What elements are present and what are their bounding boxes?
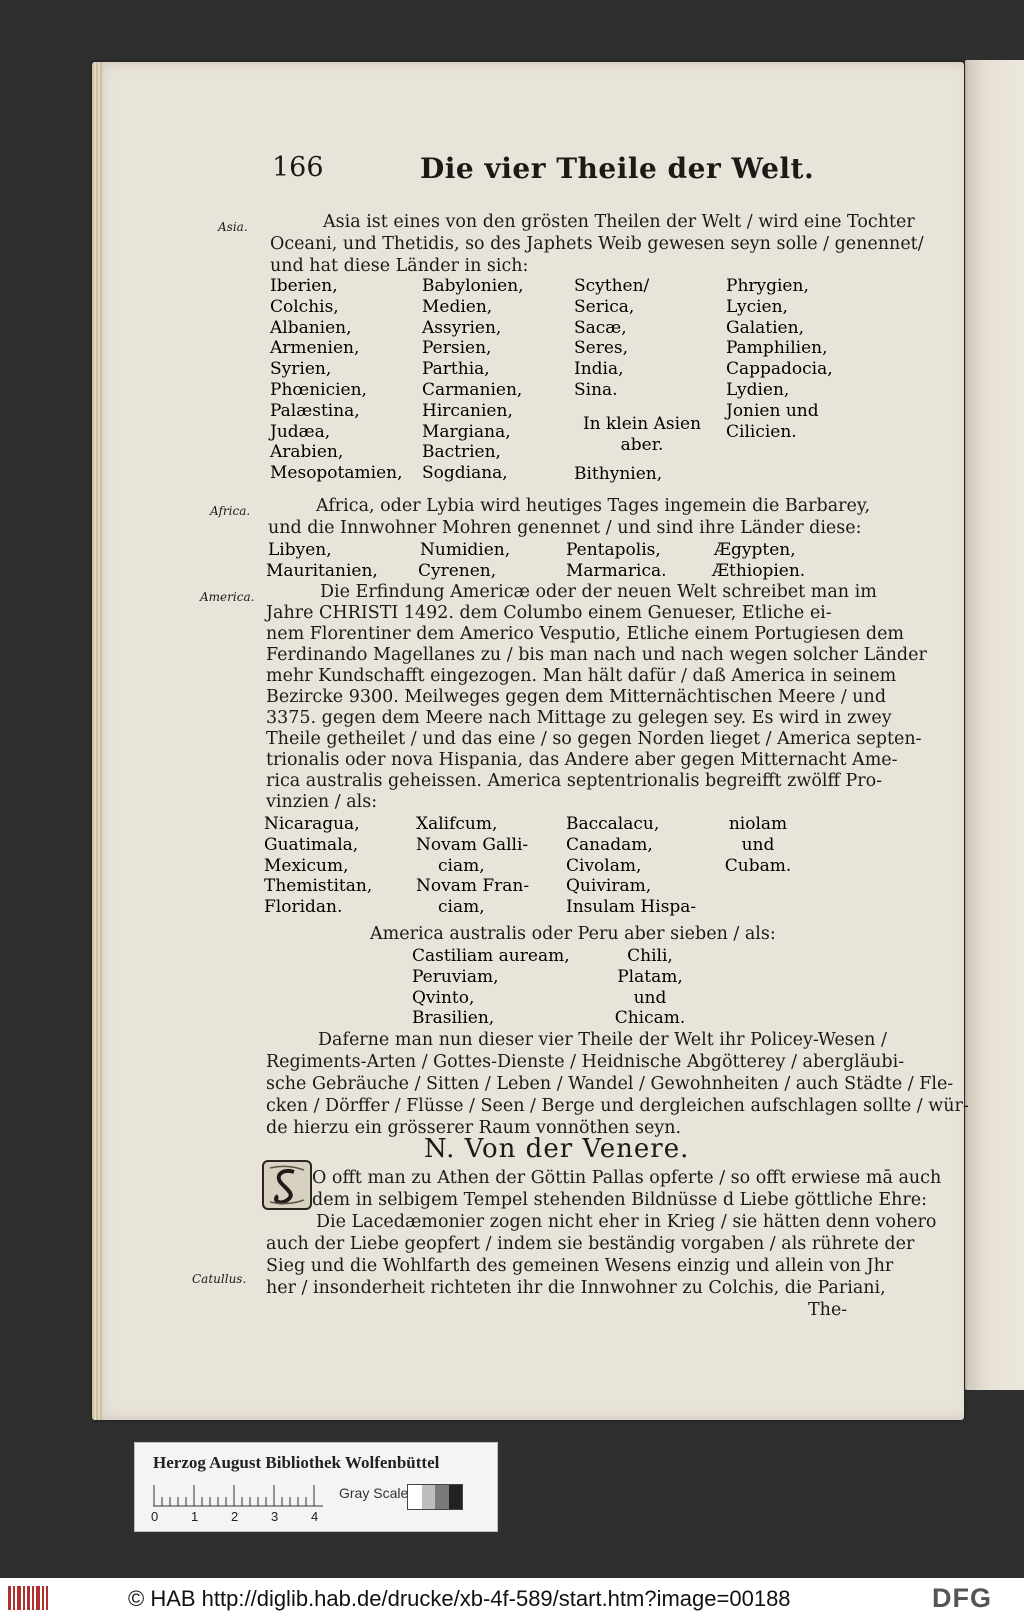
country-name: India, [574, 359, 624, 380]
country-name: Seres, [574, 338, 629, 359]
country-name: Palæstina, [270, 400, 360, 421]
barcode-logo-icon [8, 1584, 48, 1612]
america-intro-line: Bezircke 9300. Meilweges gegen dem Mitternächtischen Meere / und [266, 687, 887, 707]
country-name: Syrien, [270, 359, 332, 380]
america-intro-line: mehr Kundschafft eingezogen. Man hält dafür / daß America in seinem [266, 666, 897, 686]
province-name: Peruviam, [412, 966, 499, 987]
country-name: Cappadocia, [726, 359, 833, 380]
country-name: Parthia, [422, 359, 490, 380]
country-name: Pamphilien, [726, 338, 828, 359]
venus-line: Sieg und die Wohlfarth des gemeinen Wesens einzig und allein von Jhr [266, 1256, 894, 1276]
province-name: Novam Galli- [416, 834, 529, 855]
closing-line: cken / Dörffer / Flüsse / Seen / Berge und dergleichen aufschlagen sollte / wür- [266, 1096, 969, 1116]
country-name: Phrygien, [726, 276, 809, 296]
gray-swatch [408, 1485, 422, 1509]
venus-line: dem in selbigem Tempel stehenden Bildnüsse d Liebe göttliche Ehre: [312, 1190, 928, 1210]
province-name: Canadam, [566, 834, 653, 855]
asia-intro-line: Oceani, und Thetidis, so des Japhets Weib gewesen seyn solle / genennet/ [270, 234, 924, 254]
closing-line: sche Gebräuche / Sitten / Leben / Wandel / Gewohnheiten / auch Städte / Fle- [266, 1074, 954, 1094]
closing-line: Daferne man nun dieser vier Theile der Welt ihr Policey-Wesen / [318, 1030, 887, 1050]
ruler-scale-icon [153, 1485, 323, 1507]
province-name: Themistitan, [264, 876, 373, 897]
viewer-footer-bar [0, 1578, 1024, 1618]
country-name: Marmarica. [566, 561, 667, 581]
province-name: Mexicum, [264, 855, 349, 876]
closing-line: Regiments-Arten / Gottes-Dienste / Heidnische Abgötterey / abergläubi- [266, 1052, 905, 1072]
country-name: Mesopotamien, [270, 463, 403, 484]
asia-country-column-1 [270, 276, 402, 484]
america-aust-column-1 [412, 946, 570, 1029]
province-name: Novam Fran- [416, 876, 530, 897]
country-name: Mauritanien, [266, 561, 378, 581]
running-title: Die vier Theile der Welt. [420, 152, 815, 185]
america-intro-line: 3375. gegen dem Meere nach Mittage zu gelegen sey. Es wird in zwey [266, 708, 892, 728]
country-name: Judæa, [270, 421, 331, 442]
america-australis-intro: America australis oder Peru aber sieben / als: [370, 924, 776, 944]
source-url[interactable]: © HAB http://diglib.hab.de/drucke/xb-4f-589/start.htm?image=00188 [128, 1586, 791, 1611]
asia-intro-line: Asia ist eines von den grösten Theilen der Welt / wird eine Tochter [323, 212, 915, 232]
country-name: Iberien, [270, 276, 338, 296]
country-name: Carmanien, [422, 379, 523, 400]
note-line: In klein Asien [582, 414, 702, 434]
country-name: Cilicien. [726, 421, 797, 442]
province-name: Platam, [617, 966, 683, 987]
margin-note-catullus: Catullus. [192, 1272, 247, 1286]
america-sept-column-1 [264, 814, 372, 918]
country-name: Serica, [574, 296, 635, 317]
library-scale-card [134, 1442, 498, 1532]
province-name: Qvinto, [412, 987, 475, 1008]
country-name: Numidien, [420, 540, 511, 560]
page-number: 166 [272, 152, 324, 183]
country-name: Libyen, [268, 540, 332, 560]
country-name: Colchis, [270, 296, 339, 317]
next-page-edge [965, 60, 1024, 1390]
country-name: Bithynien, [574, 464, 663, 484]
province-name: Baccalacu, [566, 814, 660, 834]
decorated-initial [262, 1160, 312, 1210]
africa-intro-line: und die Innwohner Mohren genennet / und sind ihre Länder diese: [268, 518, 862, 538]
asia-country-column-3 [574, 276, 649, 401]
section-heading: N. Von der Venere. [424, 1134, 690, 1164]
country-name: Sina. [574, 379, 618, 400]
asia-minor-note [578, 414, 706, 456]
gray-scale-label: Gray Scale [339, 1485, 409, 1501]
country-name: Æthiopien. [712, 561, 806, 581]
province-name: Cubam. [724, 855, 792, 876]
ruler-label: 1 [191, 1509, 199, 1524]
venus-line: O offt man zu Athen der Göttin Pallas opferte / so offt erwiese mā auch [312, 1168, 942, 1188]
america-intro-line: Die Erfindung Americæ oder der neuen Welt schreibet man im [320, 582, 877, 602]
country-name: Babylonien, [422, 276, 524, 296]
gray-swatch [449, 1485, 463, 1509]
province-name: ciam, [438, 855, 485, 876]
america-aust-column-2 [610, 946, 690, 1029]
asia-intro-line: und hat diese Länder in sich: [270, 256, 529, 276]
margin-note-africa: Africa. [210, 504, 251, 518]
ruler-label: 4 [311, 1509, 319, 1524]
country-name: Scythen/ [574, 276, 650, 296]
country-name: Jonien und [726, 400, 819, 421]
ruler-labels [151, 1509, 351, 1524]
country-name: Hircanien, [422, 400, 513, 421]
dfg-logo: DFG [932, 1583, 992, 1613]
country-name: Arabien, [270, 442, 344, 463]
country-name: Persien, [422, 338, 492, 359]
gray-swatch [422, 1485, 436, 1509]
gray-swatch [435, 1485, 449, 1509]
america-sept-column-4 [718, 814, 798, 876]
america-intro-line: Theile getheilet / und das eine / so gegen Norden lieget / America septen- [266, 729, 922, 749]
closing-line: de hierzu ein grösserer Raum vonnöthen seyn. [266, 1118, 682, 1138]
province-name: und [741, 834, 775, 855]
province-name: niolam [728, 814, 788, 834]
america-sept-column-2 [416, 814, 529, 918]
page-fore-edge [92, 62, 102, 1420]
country-name: Lycien, [726, 296, 788, 317]
country-name: Bactrien, [422, 442, 501, 463]
asia-country-column-4 [726, 276, 833, 442]
country-name: Phœnicien, [270, 379, 367, 400]
america-sept-column-3 [566, 814, 696, 918]
province-name: Guatimala, [264, 834, 359, 855]
province-name: Floridan. [264, 897, 343, 918]
library-name: Herzog August Bibliothek Wolfenbüttel [153, 1453, 440, 1472]
province-name: Nicaragua, [264, 814, 360, 834]
ruler-label: 0 [151, 1509, 159, 1524]
country-name: Cyrenen, [418, 561, 497, 581]
country-name: Margiana, [422, 421, 511, 442]
america-intro-line: Jahre CHRISTI 1492. dem Columbo einem Genueser, Etliche ei- [266, 603, 832, 623]
country-name: Sacæ, [574, 317, 627, 338]
country-name: Sogdiana, [422, 463, 508, 484]
america-intro-line: Ferdinando Magellanes zu / bis man nach und nach wegen solcher Länder [266, 645, 927, 665]
margin-note-asia: Asia. [218, 220, 248, 234]
province-name: Castiliam auream, [412, 946, 570, 966]
america-intro-line: vinzien / als: [266, 792, 378, 812]
province-name: und [633, 987, 667, 1008]
catchword: The- [808, 1300, 848, 1320]
ornament-icon [264, 1162, 310, 1208]
country-name: Ægypten, [714, 540, 796, 560]
africa-intro-line: Africa, oder Lybia wird heutiges Tages ingemein die Barbarey, [316, 496, 871, 516]
province-name: Quiviram, [566, 876, 652, 897]
province-name: Insulam Hispa- [566, 897, 697, 918]
ruler-label: 3 [271, 1509, 279, 1524]
province-name: Civolam, [566, 855, 642, 876]
america-intro-line: nem Florentiner dem Americo Vesputio, Etliche einem Portugiesen dem [266, 624, 905, 644]
country-name: Medien, [422, 296, 493, 317]
venus-line: auch der Liebe geopfert / indem sie beständig vorgaben / als rührete der [266, 1234, 915, 1254]
venus-line: her / insonderheit richteten ihr die Innwohner zu Colchis, die Pariani, [266, 1278, 886, 1298]
country-name: Pentapolis, [566, 540, 661, 560]
country-name: Assyrien, [422, 317, 502, 338]
america-intro-line: trionalis oder nova Hispania, das Andere aber gegen Mitternacht Ame- [266, 750, 898, 770]
province-name: ciam, [438, 897, 485, 918]
province-name: Xalifcum, [416, 814, 498, 834]
asia-country-column-2 [422, 276, 524, 484]
province-name: Chicam. [614, 1008, 686, 1029]
province-name: Brasilien, [412, 1008, 495, 1029]
venus-line: Die Lacedæmonier zogen nicht eher in Krieg / sie hätten denn vohero [316, 1212, 937, 1232]
province-name: Chili, [627, 946, 673, 966]
country-name: Armenien, [270, 338, 360, 359]
america-intro-line: rica australis geheissen. America septentrionalis begreifft zwölff Pro- [266, 771, 883, 791]
ruler-label: 2 [231, 1509, 239, 1524]
country-name: Lydien, [726, 379, 790, 400]
country-name: Albanien, [270, 317, 352, 338]
country-name: Galatien, [726, 317, 804, 338]
margin-note-america: America. [200, 590, 255, 604]
note-line: aber. [620, 434, 664, 455]
gray-scale-swatches [407, 1484, 463, 1510]
